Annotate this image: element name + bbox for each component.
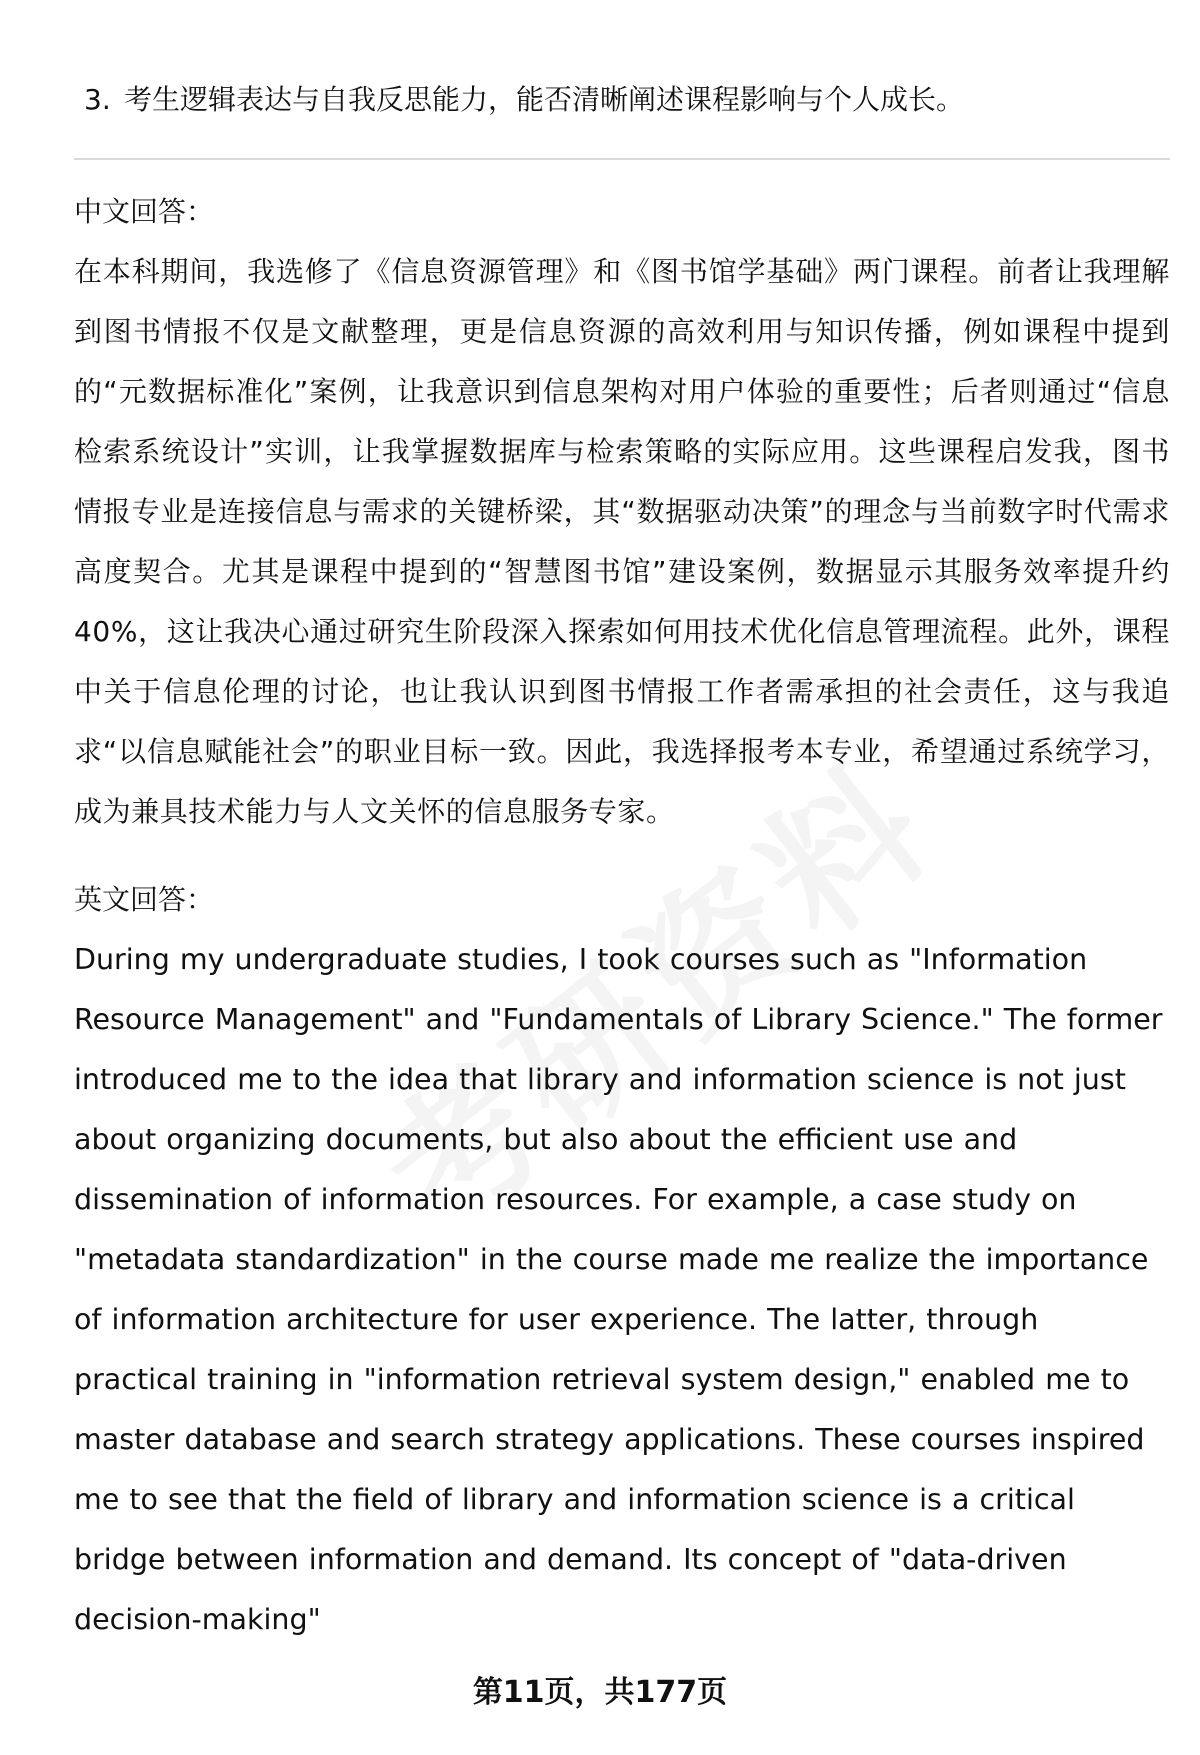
section-gap <box>74 842 1170 870</box>
english-answer-text: During my undergraduate studies, I took courses such as "Information Resource Management" and "Fundamentals of Library Science." The former introduced me to the idea that library and information science is not just about organizing documents, but also about the efficient use and dissemination of information resources. For example, a case study on "metadata standardization" in the course made me realize the importance of information architecture for user experience. The latter, through practical training in "information retrieval system design," enabled me to master database and search strategy applications. These courses inspired me to see that the field of library and information science is a critical bridge between information and demand. Its concept of "data-driven decision-making" <box>74 943 1163 1636</box>
numbered-item <box>74 70 1170 130</box>
chinese-answer-label: 中文回答： <box>74 195 215 228</box>
chinese-answer-text: 在本科期间，我选修了《信息资源管理》和《图书馆学基础》两门课程。前者让我理解到图书情报不仅是文献整理，更是信息资源的高效利用与知识传播，例如课程中提到的“元数据标准化”案例，让我意识到信息架构对用户体验的重要性；后者则通过“信息检索系统设计”实训，让我掌握数据库与检索策略的实际应用。这些课程启发我，图书情报专业是连接信息与需求的关键桥梁，其“数据驱动决策”的理念与当前数字时代需求高度契合。尤其是课程中提到的“智慧图书馆”建设案例，数据显示其服务效率提升约40%，这让我决心通过研究生阶段深入探索如何用技术优化信息管理流程。此外，课程中关于信息伦理的讨论，也让我认识到图书情报工作者需承担的社会责任，这与我追求“以信息赋能社会”的职业目标一致。因此，我选择报考本专业，希望通过系统学习，成为兼具技术能力与人文关怀的信息服务专家。 <box>74 255 1170 828</box>
page-number-footer: 第11页，共177页 <box>472 1675 728 1710</box>
section-divider <box>74 158 1170 160</box>
english-answer-label: 英文回答： <box>74 883 215 916</box>
item-number: 3. <box>84 83 111 116</box>
item-text: 考生逻辑表达与自我反思能力，能否清晰阐述课程影响与个人成长。 <box>124 83 965 116</box>
page-content <box>74 70 1170 1650</box>
